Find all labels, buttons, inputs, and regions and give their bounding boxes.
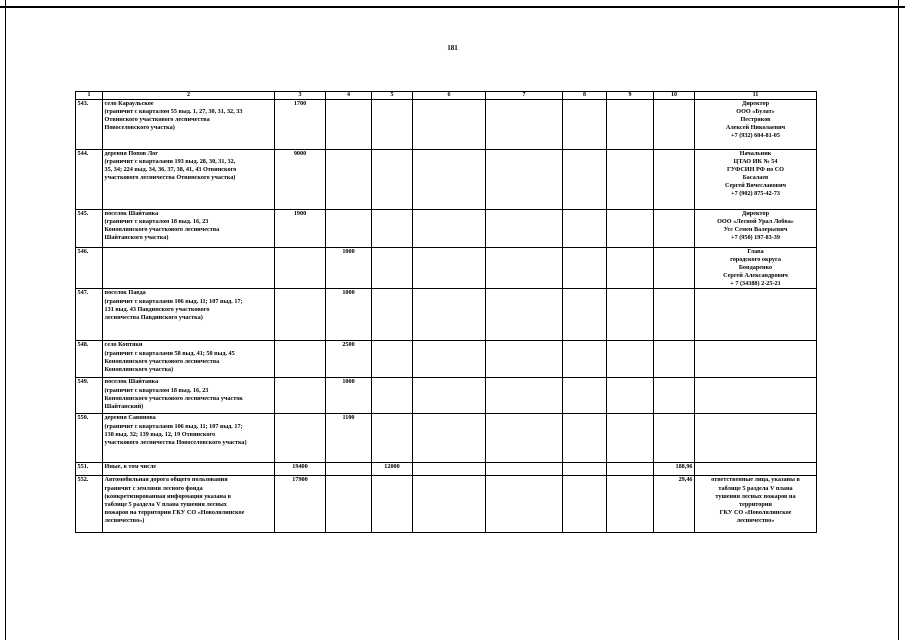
col7-value [486,378,563,414]
location-description [103,414,275,463]
row-number [76,248,103,289]
cell-text: 1000 [342,289,355,297]
cell-text: Коноплянского участкового лесничества [104,226,220,234]
cell-text: городского округа [730,256,781,264]
col7-value [486,248,563,289]
col5-value [372,100,413,150]
col3-value [275,463,326,476]
location-description [103,100,275,150]
location-description [103,248,275,289]
cell-text: деревня Савинова [104,414,156,422]
page-border-right [898,0,899,640]
cell-text: Коноплянского участка) [104,365,174,373]
cell-text: ответственные лица, указаны в [711,476,800,484]
col3-value [275,378,326,414]
table-row [76,476,817,533]
cell-text: поселок Шайтанка [104,378,159,386]
cell-text: (конкретизированная информация указана в [104,492,231,500]
cell-text: таблице 5 раздела V плана тушения лесных [104,500,227,508]
responsible-contact [695,414,817,463]
cell-text: 188,96 [675,463,693,471]
cell-text: Глава [747,248,764,255]
cell-text: +7 (902) 875-42-73 [731,190,780,198]
cell-text: 547. [77,289,89,297]
cell-text: 12000 [384,463,400,471]
col3-value [275,414,326,463]
cell-text: Отвинского участкового лесничества [104,116,210,124]
col4-value [326,289,372,341]
col10-value [654,378,695,414]
col5-value [372,210,413,248]
col3-value [275,289,326,341]
column-header: 2 [103,92,275,100]
cell-text: Автомобильная дорога общего пользования [104,476,228,484]
col9-value [607,248,654,289]
col9-value [607,289,654,341]
cell-text: + 7 (34388) 2-25-21 [730,280,781,288]
col4-value [326,100,372,150]
page-number: 181 [447,44,458,52]
responsible-contact [695,289,817,341]
cell-text: (граничит с кварталами 58 выд. 41; 50 выд. 45 [104,349,235,357]
cell-text: +7 (950) 197-83-39 [731,234,780,242]
row-number [76,289,103,341]
col5-value [372,463,413,476]
table-row [76,341,817,378]
column-header: 9 [607,92,654,100]
col10-value [654,476,695,533]
col6-value [413,210,486,248]
cell-text: ЦТАО ИК № 54 [733,158,778,166]
col4-value [326,378,372,414]
col6-value [413,100,486,150]
column-header: 6 [413,92,486,100]
col10-value [654,100,695,150]
col8-value [563,463,607,476]
col8-value [563,289,607,341]
col10-value [654,341,695,378]
cell-text: деревня Попов Лог [104,150,159,157]
col5-value [372,248,413,289]
cell-text: (граничит с кварталами 106 выд. 11; 107 выд. 17; [104,422,243,430]
col7-value [486,476,563,533]
cell-text: 9000 [293,150,307,157]
cell-text: участкового лесничества Отвинского участка) [104,174,236,182]
cell-text: (граничит с кварталом 55 выд. 1, 27, 30, 31, 32, 33 [104,108,243,116]
table-row [76,150,817,210]
col7-value [486,150,563,210]
col3-value [275,210,326,248]
col8-value [563,341,607,378]
col3-value [275,248,326,289]
col3-value [275,476,326,533]
cell-text: 131 выд. 43 Павдинского участкового [104,305,210,313]
responsible-contact [695,378,817,414]
col7-value [486,289,563,341]
location-description [103,378,275,414]
cell-text: 545. [77,210,89,217]
cell-text: Сергей Вячеславович [724,182,787,190]
col6-value [413,463,486,476]
row-number [76,378,103,414]
row-number [76,341,103,378]
col10-value [654,414,695,463]
responsible-contact [695,150,817,210]
cell-text: 29,46 [678,476,693,484]
cell-text: 549. [77,378,89,386]
cell-text: 548. [77,341,89,349]
cell-text: Усс Семен Валерьевич [723,226,788,234]
location-description [103,463,275,476]
cell-text: ООО «Булат» [736,108,775,116]
cell-text: Пестряков [740,116,771,124]
cell-text: Бондаренко [738,264,773,272]
location-description [103,210,275,248]
cell-text: село Караульское [104,100,154,107]
responsible-contact [695,210,817,248]
cell-text: Алексей Николаевич [725,124,786,132]
col6-value [413,414,486,463]
cell-text: ГКУ СО «Новолялинское [719,508,792,516]
col9-value [607,414,654,463]
col6-value [413,341,486,378]
cell-text: Басалаев [742,174,769,182]
col5-value [372,378,413,414]
cell-text: ГУФСИН РФ по СО [727,166,784,174]
column-header: 4 [326,92,372,100]
col5-value [372,414,413,463]
responsible-contact [695,100,817,150]
col7-value [486,210,563,248]
col9-value [607,341,654,378]
cell-text: участкового лесничества Новоселовского участка) [104,438,247,446]
location-description [103,341,275,378]
cell-text: 1000 [342,378,355,386]
col6-value [413,150,486,210]
responsible-contact [695,341,817,378]
column-header: 11 [695,92,817,100]
col10-value [654,289,695,341]
col6-value [413,378,486,414]
cell-text: 550. [77,414,89,422]
column-header: 7 [486,92,563,100]
cell-text: (граничит с кварталами 106 выд. 11; 107 выд. 17; [104,297,243,305]
cell-text: 551. [77,463,89,471]
cell-text: (граничит с кварталом 18 выд. 16, 23 [104,218,209,226]
cell-text: Шайтанского участка) [104,234,169,242]
header-row [76,92,817,100]
cell-text: Шайтанский) [104,402,144,410]
col5-value [372,476,413,533]
col7-value [486,414,563,463]
cell-text: 552. [77,476,89,484]
cell-text: тушения лесных пожаров на [715,492,796,500]
col4-value [326,414,372,463]
cell-text: село Коптяки [104,341,143,349]
col4-value [326,341,372,378]
col5-value [372,150,413,210]
col5-value [372,341,413,378]
col9-value [607,150,654,210]
column-header: 1 [76,92,103,100]
row-number [76,150,103,210]
col7-value [486,341,563,378]
col10-value [654,248,695,289]
row-number [76,463,103,476]
cell-text: поселок Павда [104,289,146,297]
col8-value [563,150,607,210]
col9-value [607,378,654,414]
table-row [76,289,817,341]
col10-value [654,463,695,476]
col8-value [563,248,607,289]
cell-text: 546. [77,248,89,255]
col4-value [326,210,372,248]
col9-value [607,463,654,476]
cell-text: лесничества Павдинского участка) [104,313,203,321]
col3-value [275,150,326,210]
responsible-contact [695,248,817,289]
cell-text: 1100 [342,414,355,422]
table-row [76,248,817,289]
cell-text: 2500 [342,341,355,349]
column-header: 3 [275,92,326,100]
col5-value [372,289,413,341]
cell-text: поселок Шайтанка [104,210,159,217]
cell-text: 35, 34; 224 выд. 34, 36, 37, 38, 41, 43 Отвинского [104,166,237,174]
cell-text: 544. [77,150,89,157]
col4-value [326,248,372,289]
location-description [103,150,275,210]
cell-text: (граничит с кварталами 193 выд. 28, 30, 31, 32, [104,158,236,166]
cell-text: таблице 5 раздела V плана [718,484,793,492]
cell-text: Директор [741,210,770,217]
col4-value [326,463,372,476]
row-number [76,476,103,533]
col8-value [563,476,607,533]
page-border-top [0,6,905,8]
cell-text: 19400 [292,463,308,471]
col6-value [413,248,486,289]
cell-text: Иные, в том числе [104,463,157,471]
col8-value [563,414,607,463]
cell-text: 1700 [293,100,307,107]
col7-value [486,463,563,476]
cell-text: (граничит с кварталом 18 выд. 16, 23 [104,386,209,394]
col8-value [563,378,607,414]
col6-value [413,476,486,533]
table-row [76,210,817,248]
row-number [76,414,103,463]
row-number [76,210,103,248]
cell-text: ООО «Лесной Урал Лобва» [717,218,794,226]
cell-text: территории [739,500,772,508]
cell-text: +7 (932) 604-81-05 [731,132,780,140]
cell-text: лесничество») [104,516,145,524]
table-row [76,414,817,463]
col6-value [413,289,486,341]
cell-text: пожаров на территории ГКУ СО «Новолялинское [104,508,245,516]
column-header: 5 [372,92,413,100]
col9-value [607,476,654,533]
cell-text: Директор [741,100,770,107]
col4-value [326,150,372,210]
row-number [76,100,103,150]
col7-value [486,100,563,150]
page-border-left [5,0,6,640]
col9-value [607,210,654,248]
cell-text: 1000 [342,248,355,255]
cell-text: 543. [77,100,89,107]
column-header: 8 [563,92,607,100]
cell-text: Начальник [739,150,772,157]
col4-value [326,476,372,533]
cell-text: граничит с землями лесного фонда [104,484,203,492]
col10-value [654,150,695,210]
location-description [103,289,275,341]
cell-text: 138 выд. 32; 139 выд. 12, 19 Отвинского [104,430,216,438]
table-row [76,100,817,150]
cell-text: лесничество» [736,516,775,524]
cell-text: 1900 [293,210,307,217]
table-row [76,378,817,414]
col3-value [275,100,326,150]
col8-value [563,100,607,150]
location-description [103,476,275,533]
col10-value [654,210,695,248]
responsible-contact [695,463,817,476]
fire-table [75,91,817,533]
table-row [76,463,817,476]
responsible-contact [695,476,817,533]
cell-text: Новоселовского участка) [104,124,175,132]
col8-value [563,210,607,248]
column-header: 10 [654,92,695,100]
col3-value [275,341,326,378]
cell-text: 17900 [292,476,308,484]
cell-text: Коноплянского участкового лесничества участок [104,394,243,402]
cell-text: Коноплянского участкового лесничества [104,357,220,365]
col9-value [607,100,654,150]
cell-text: Сергей Александрович [723,272,788,280]
